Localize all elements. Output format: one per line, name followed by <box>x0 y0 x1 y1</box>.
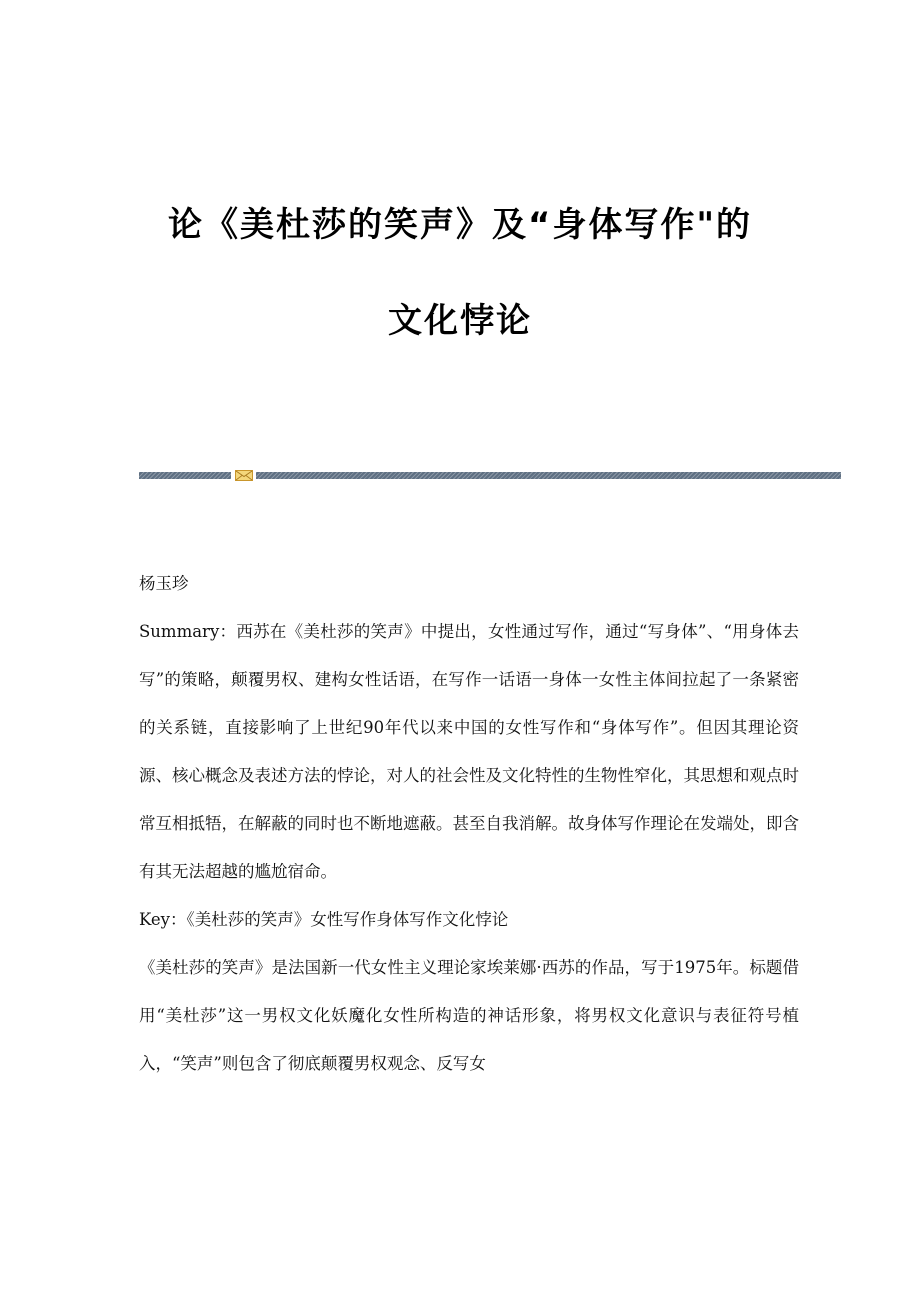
keywords-line: Key：《美杜莎的笑声》女性写作身体写作文化悖论 <box>139 910 509 929</box>
summary-paragraph: Summary：西苏在《美杜莎的笑声》中提出，女性通过写作，通过“写身体”、“用身体去写”的策略，颠覆男权、建构女性话语，在写作一话语一身体一女性主体间拉起了一条紧密的关系链，直接影响了上世纪90年代以来中国的女性写作和“身体写作”。但因其理论资源、核心概念及表述方法的悖论，对人的社会性及文化特性的生物性窄化，其思想和观点时常互相抵牾，在解蔽的同时也不断地遮蔽。甚至自我消解。故身体写作理论在发端处，即含有其无法超越的尴尬宿命。 <box>139 622 799 881</box>
author-name: 杨玉珍 <box>139 574 189 593</box>
title-line-2: 文化悖论 <box>388 301 532 341</box>
divider-right-segment <box>256 472 841 479</box>
article-body <box>139 560 799 1088</box>
title-divider <box>139 470 841 481</box>
document-title <box>0 205 920 341</box>
body-paragraph: 《美杜莎的笑声》是法国新一代女性主义理论家埃莱娜·西苏的作品，写于1975年。标题借用“美杜莎”这一男权文化妖魔化女性所构造的神话形象，将男权文化意识与表征符号植入，“笑声”则包含了彻底颠覆男权观念、反写女 <box>139 958 799 1073</box>
divider-left-segment <box>139 472 231 479</box>
title-line-1: 论《美杜莎的笑声》及“身体写作"的 <box>167 205 753 245</box>
divider-badge-icon <box>235 470 253 481</box>
